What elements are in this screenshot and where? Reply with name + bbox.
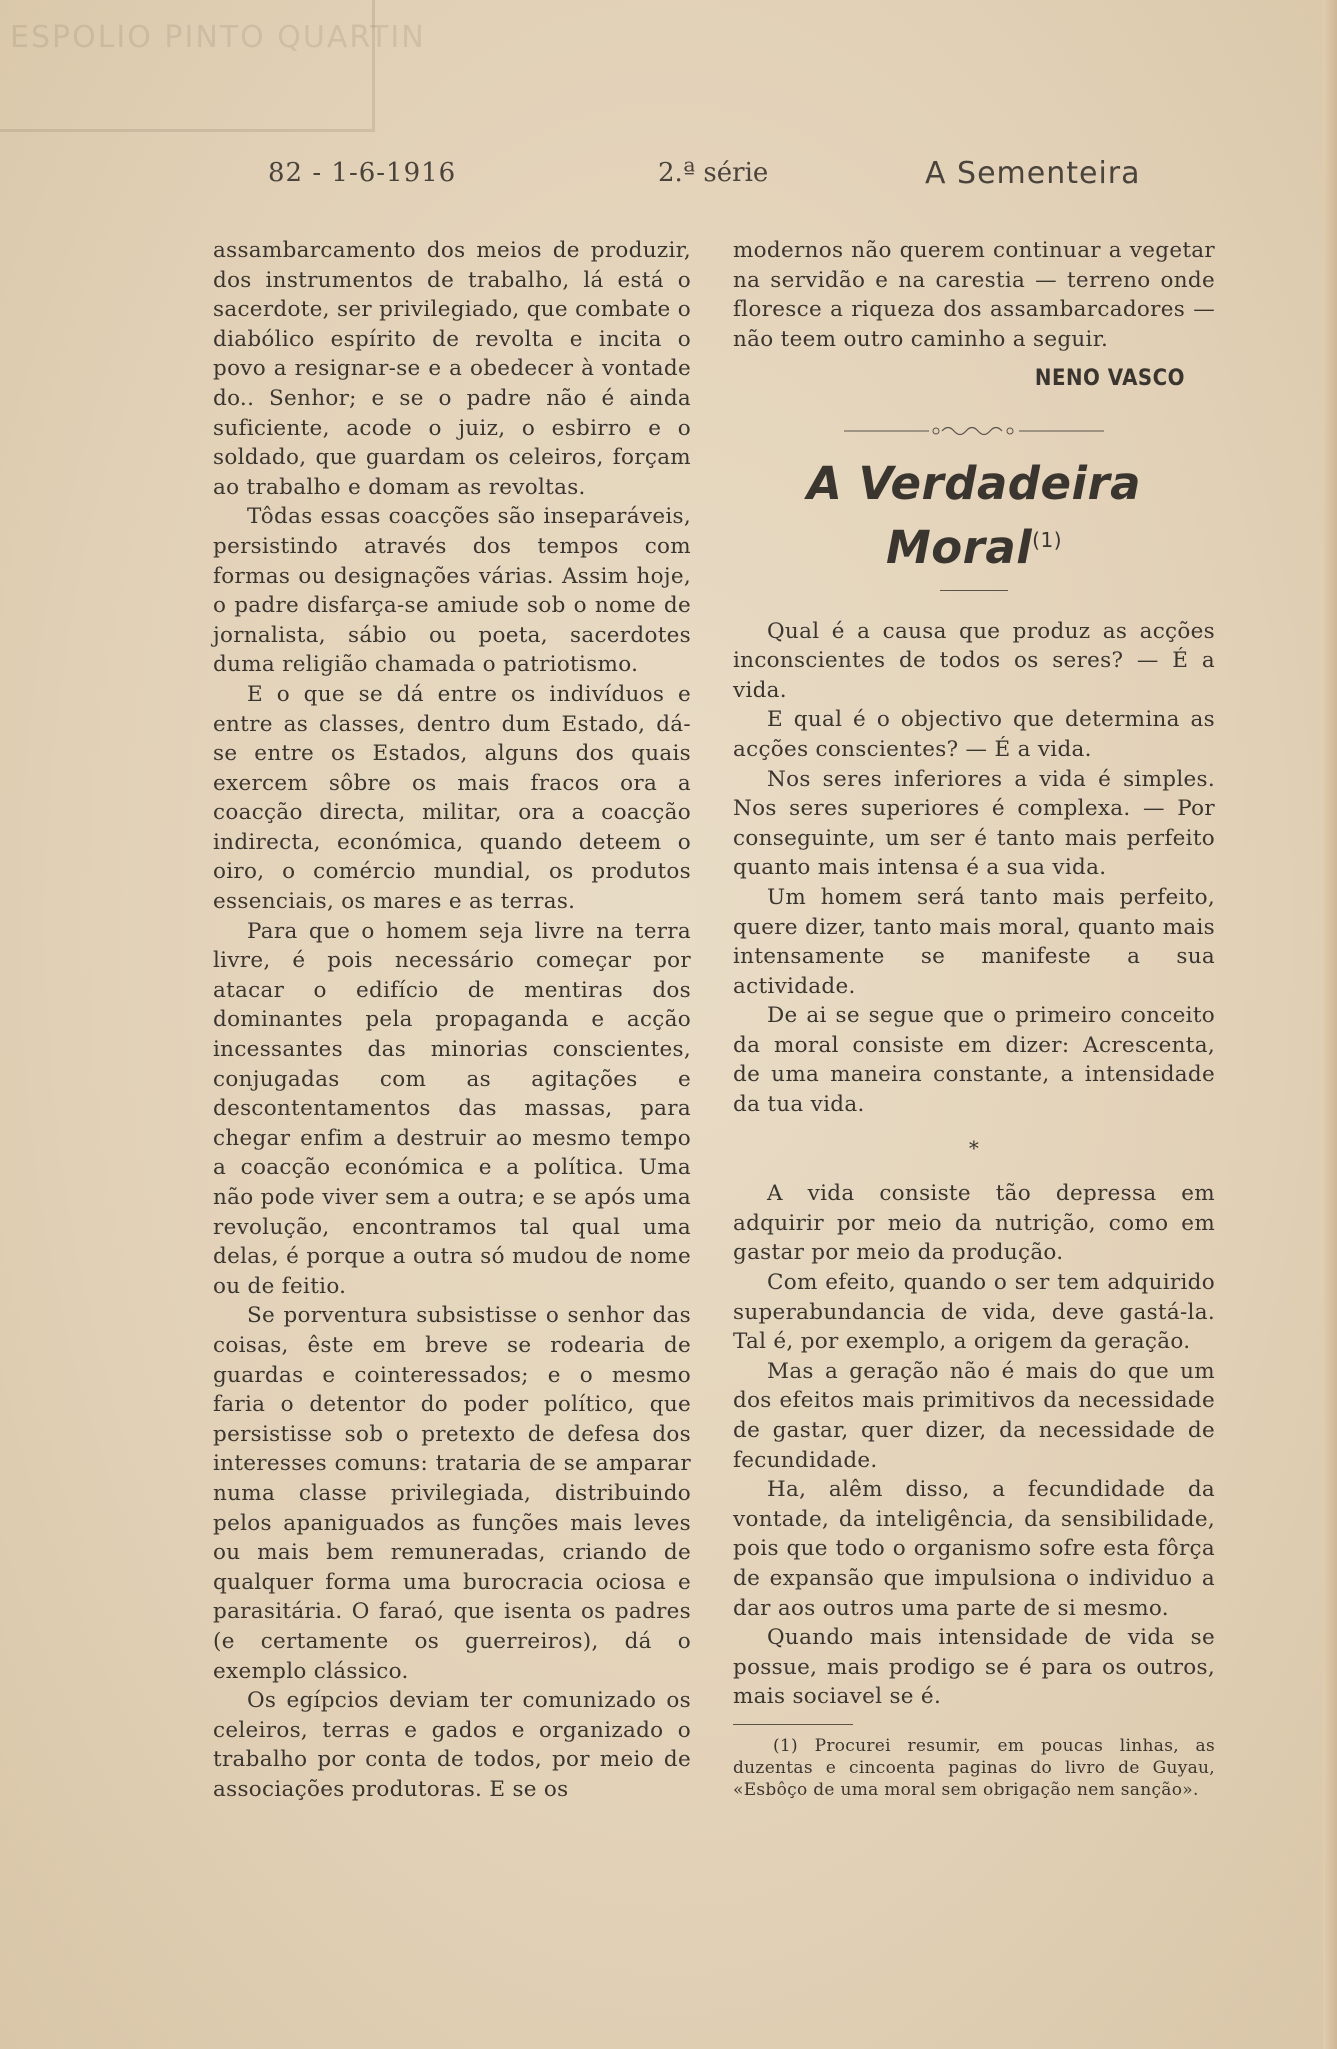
- article-title-text: A Verdadeira Moral: [806, 456, 1142, 574]
- paragraph: E qual é o objectivo que determina as acções conscientes? — É a vida.: [733, 707, 1215, 762]
- ornament-divider: [733, 418, 1215, 448]
- paragraph: Tôdas essas coacções são inseparáveis, persistindo através dos tempos com formas ou designações várias. Assim hoje, o padre disfarça-se amiude sob o nome de jornalista, sábio ou poeta, sacerdotes duma religião chamada o patriotismo.: [213, 504, 691, 678]
- paragraph: A vida consiste tão depressa em adquirir por meio da nutrição, como em gastar por meio da produção.: [733, 1181, 1215, 1266]
- publication-title: A Sementeira: [925, 156, 1141, 191]
- article-title: [733, 456, 1215, 576]
- paragraph: Com efeito, quando o ser tem adquirido superabundancia de vida, deve gastá-la. Tal é, por exemplo, a origem da geração.: [733, 1270, 1215, 1355]
- paragraph: Mas a geração não é mais do que um dos efeitos mais primitivos da necessidade de gastar, quer dizer, da necessidade de fecundidade.: [733, 1358, 1215, 1473]
- ornament-icon: [844, 424, 1104, 438]
- section-asterisk: *: [968, 1135, 980, 1160]
- paragraph: E o que se dá entre os indivíduos e entre as classes, dentro dum Estado, dá-se entre os Estados, alguns dos quais exercem sôbre os mais fracos ora a coacção directa, militar, ora a coacção indirecta, económica, quando deteem o oiro, o comércio mundial, os produtos essenciais, os mares e as terras.: [213, 681, 691, 915]
- paragraph: Nos seres inferiores a vida é simples. Nos seres superiores é complexa. — Por conseguinte, um ser é tanto mais perfeito quanto mais intensa é a sua vida.: [733, 766, 1215, 881]
- paragraph: Qual é a causa que produz as acções inconscientes de todos os seres? — É a vida.: [733, 618, 1215, 703]
- page-header: [268, 158, 1168, 198]
- title-rule: [940, 590, 1008, 591]
- paragraph: assambarcamento dos meios de produzir, dos instrumentos de trabalho, lá está o sacerdote, ser privilegiado, que combate o diabólico espírito de revolta e incita o povo a resignar-se e a obedecer à vontade do.. Senhor; e se o padre não é ainda suficiente, acode o juiz, o esbirro e o soldado, que guardam os celeiros, forçam ao trabalho e domam as revoltas.: [213, 238, 691, 500]
- paragraph: Os egípcios deviam ter comunizado os celeiros, terras e gados e organizado o trabalho por conta de todos, por meio de associações produtoras. E se os: [213, 1688, 691, 1802]
- archive-stamp: ESPOLIO PINTO QUARTIN: [0, 0, 375, 132]
- paragraph: Para que o homem seja livre na terra livre, é pois necessário começar por atacar o edifício de mentiras dos dominantes pela propaganda e acção incessantes das minorias conscientes, conjugadas com as agitações e descontentamentos das massas, para chegar enfim a destruir ao mesmo tempo a coacção económica e a política. Uma não pode viver sem a outra; e se após uma revolução, encontramos tal qual uma delas, é porque a outra só mudou de nome ou de feitio.: [213, 918, 691, 1299]
- paragraph: De ai se segue que o primeiro conceito da moral consiste em dizer: Acrescenta, de uma maneira constante, a intensidade da tua vida.: [733, 1003, 1215, 1118]
- footnote-marker: (1): [1032, 527, 1063, 552]
- paragraph: Um homem será tanto mais perfeito, quere dizer, tanto mais moral, quanto mais intensamente se manifeste a sua actividade.: [733, 884, 1215, 999]
- right-column: [733, 236, 1215, 1801]
- page-number-date: 82 - 1-6-1916: [268, 158, 457, 188]
- continuation-paragraph: modernos não querem continuar a vegetar na servidão e na carestia — terreno onde floresce a riqueza dos assambarcadores — não teem outro caminho a seguir.: [733, 238, 1215, 352]
- paragraph: Se porventura subsistisse o senhor das coisas, êste em breve se rodearia de guardas e cointeressados; e o mesmo faria o detentor do poder político, que persistisse sob o pretexto de defesa dos interesses comuns: trataria de se amparar numa classe privilegiada, distribuindo pelos apaniguados as funções mais leves ou mais bem remuneradas, criando de qualquer forma uma burocracia ociosa e parasitária. O faraó, que isenta os padres (e certamente os guerreiros), dá o exemplo clássico.: [213, 1303, 691, 1684]
- footnote-rule: [733, 1724, 853, 1725]
- author-signature: NENO VASCO: [1034, 366, 1185, 392]
- paragraph: Quando mais intensidade de vida se possue, mais prodigo se é para os outros, mais sociavel se é.: [733, 1625, 1215, 1710]
- left-column: [213, 236, 691, 1804]
- page-edge: [1323, 0, 1337, 2049]
- footnote: (1) Procurei resumir, em poucas linhas, as duzentas e cincoenta paginas do livro de Guyau, «Esbôço de uma moral sem obrigação nem sanção».: [733, 1735, 1215, 1800]
- series-label: 2.ª série: [658, 158, 769, 188]
- paragraph: Ha, alêm disso, a fecundidade da vontade, da inteligência, da sensibilidade, pois que todo o organismo sofre esta fôrça de expansão que impulsiona o individuo a dar aos outros uma parte de si mesmo.: [733, 1477, 1215, 1621]
